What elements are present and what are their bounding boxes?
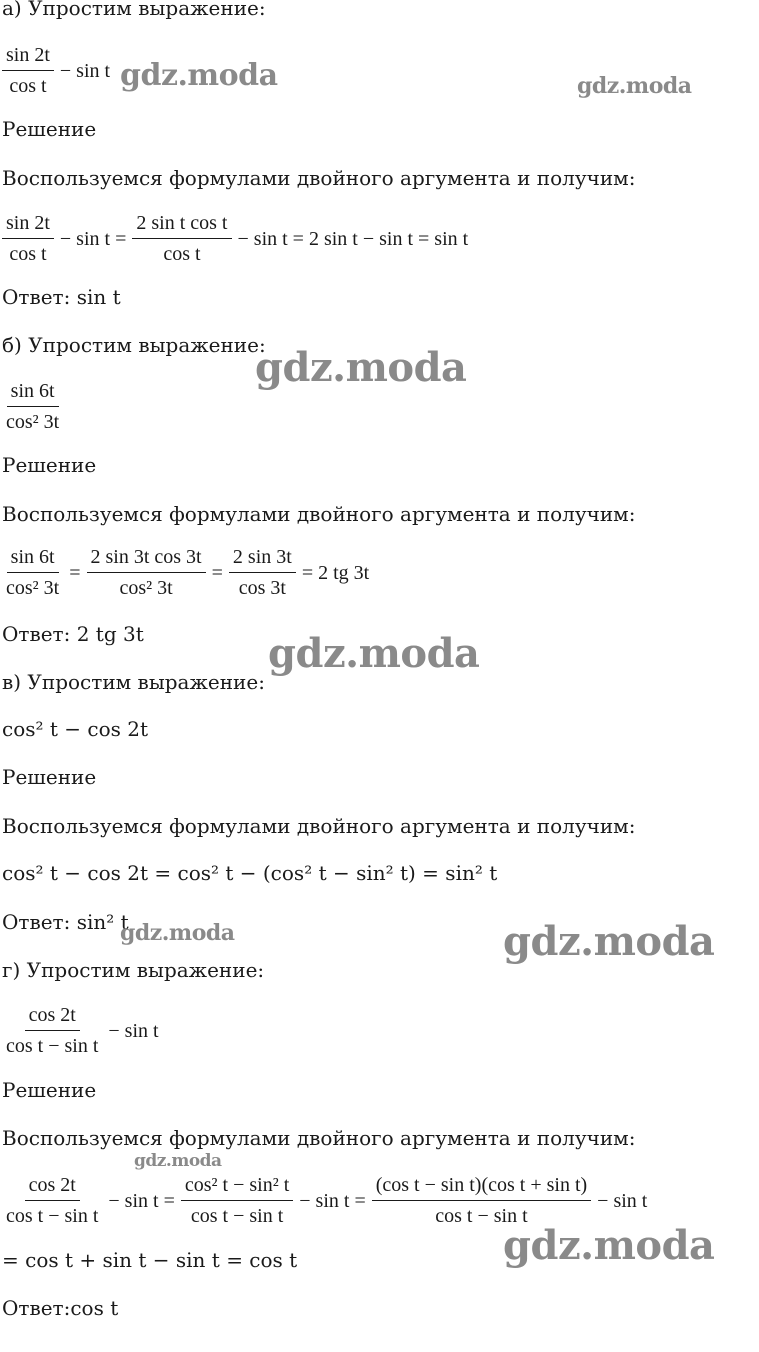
fraction-numerator: 2 sin 3t cos 3t [87,544,206,573]
watermark: gdz.moda [577,73,692,99]
expression-tail: − sin t [597,1189,648,1212]
part-a-answer: Ответ: sin t [2,285,121,309]
operator: − sin t = [59,227,127,250]
part-v-answer: Ответ: sin² t [2,910,129,934]
fraction-numerator: sin 2t [2,210,54,239]
fraction-denominator: cos t − sin t [435,1205,528,1227]
fraction-numerator: 2 sin 3t [229,544,296,573]
fraction-denominator: cos t [9,243,47,265]
fraction [2,1002,102,1059]
fraction-denominator: cos² 3t [119,577,173,599]
fraction-denominator: cos² 3t [6,577,60,599]
expression-tail: = 2 tg 3t [301,561,370,584]
part-a-solution-label: Решение [2,117,97,141]
fraction-numerator: sin 6t [7,378,59,407]
fraction-denominator: cos t − sin t [190,1205,284,1227]
part-g-solution-steps [0,1172,651,1229]
expression-tail: − sin t = 2 sin t − sin t = sin t [237,227,469,250]
fraction-denominator: cos 3t [238,577,286,599]
fraction-numerator: sin 2t [2,42,54,71]
part-v-solution-label: Решение [2,765,97,789]
operator: = [69,561,81,584]
watermark: gdz.moda [134,1151,222,1171]
part-b-answer: Ответ: 2 tg 3t [2,622,144,646]
fraction [372,1172,591,1229]
operator: − sin t = [108,1189,175,1212]
part-v-intro: Воспользуемся формулами двойного аргумента и получим: [2,814,636,838]
part-v-expression: cos² t − cos 2t [2,717,149,741]
fraction-denominator: cos² 3t [6,411,60,433]
part-g-solution-line-2: = cos t + sin t − sin t = cos t [2,1248,298,1272]
part-b-heading: б) Упростим выражение: [2,333,266,357]
fraction-numerator: sin 6t [7,544,59,573]
fraction-denominator: cos t − sin t [6,1035,99,1057]
fraction-denominator: cos t [9,75,47,97]
part-v-heading: в) Упростим выражение: [2,670,265,694]
fraction [229,544,296,601]
part-a-heading: а) Упростим выражение: [2,0,266,20]
expression-tail: − sin t [108,1019,159,1042]
watermark: gdz.moda [120,58,278,93]
fraction-numerator: (cos t − sin t)(cos t + sin t) [372,1172,591,1201]
operator: = [211,561,223,584]
part-b-solution-steps [0,544,373,601]
expression-tail: − sin t [59,59,111,82]
part-g-intro: Воспользуемся формулами двойного аргумента и получим: [2,1126,636,1150]
fraction-numerator: cos 2t [25,1172,80,1201]
fraction [132,210,231,267]
watermark: gdz.moda [503,918,715,965]
part-a-intro: Воспользуемся формулами двойного аргумента и получим: [2,166,636,190]
fraction [2,378,63,435]
watermark: gdz.moda [120,920,235,946]
part-g-solution-label: Решение [2,1078,97,1102]
operator: − sin t = [299,1189,366,1212]
fraction [87,544,206,601]
part-b-expression [0,378,65,435]
part-b-intro: Воспользуемся формулами двойного аргумента и получим: [2,502,636,526]
watermark: gdz.moda [268,630,480,677]
part-g-expression [0,1002,163,1059]
fraction-denominator: cos t − sin t [6,1205,99,1227]
fraction [2,544,63,601]
fraction [181,1172,293,1229]
part-g-answer: Ответ:cos t [2,1296,119,1320]
fraction-numerator: cos² t − sin² t [181,1172,293,1201]
part-a-solution-steps [0,210,472,267]
fraction [2,42,54,99]
fraction-denominator: cos t [163,243,201,265]
part-a-expression [0,42,114,99]
part-g-heading: г) Упростим выражение: [2,958,265,982]
fraction [2,1172,102,1229]
fraction [2,210,54,267]
fraction-numerator: cos 2t [25,1002,80,1031]
watermark: gdz.moda [255,344,467,391]
part-v-solution-steps: cos² t − cos 2t = cos² t − (cos² t − sin² t) = sin² t [2,861,498,885]
watermark: gdz.moda [503,1222,715,1269]
part-b-solution-label: Решение [2,453,97,477]
fraction-numerator: 2 sin t cos t [132,210,231,239]
